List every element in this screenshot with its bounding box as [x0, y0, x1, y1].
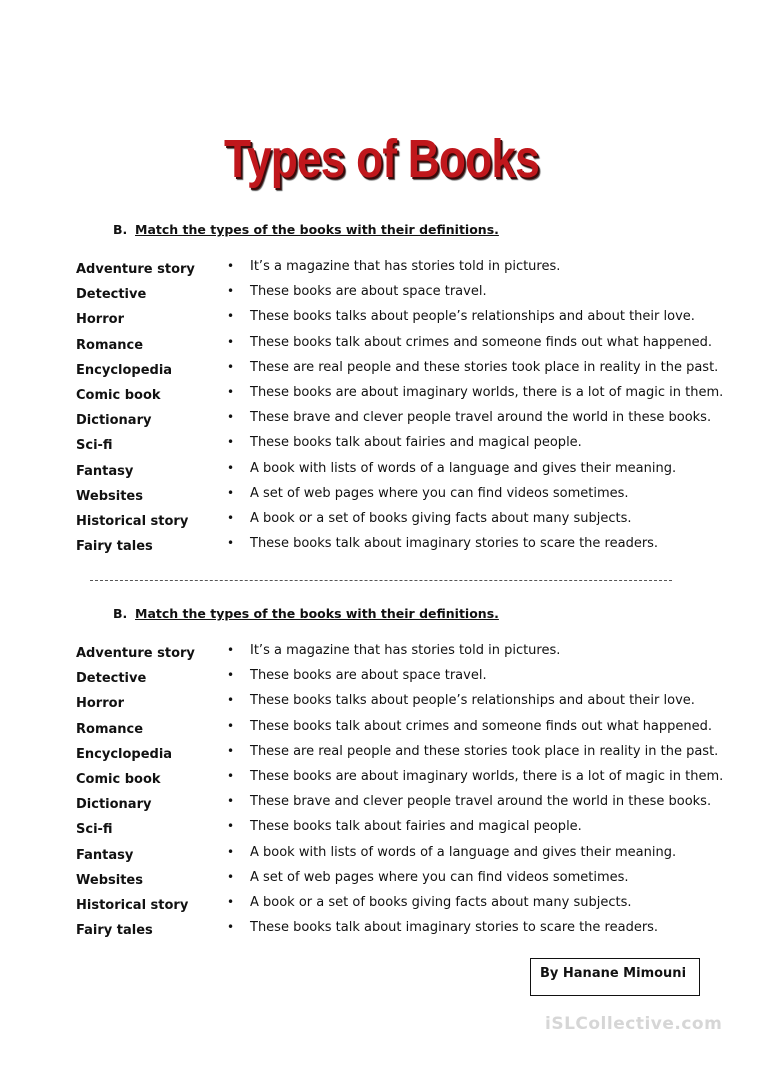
match-row — [0, 284, 763, 309]
definition-text: These books talk about crimes and someone finds out what happened. — [250, 334, 713, 350]
instruction-text: Match the types of the books with their definitions. — [135, 606, 499, 621]
match-row — [0, 435, 763, 460]
bullet-icon: • — [227, 869, 235, 884]
match-row — [0, 643, 763, 668]
match-row — [0, 335, 763, 360]
book-type-term: Detective — [76, 287, 147, 303]
match-row — [0, 920, 763, 945]
definition-text: These are real people and these stories took place in reality in the past. — [250, 743, 719, 759]
bullet-icon: • — [227, 643, 235, 657]
match-row — [0, 309, 763, 334]
bullet-icon: • — [227, 410, 235, 425]
definition-text: These books talk about imaginary stories to scare the readers. — [250, 920, 659, 936]
match-row — [0, 895, 763, 920]
book-type-term: Fantasy — [76, 847, 134, 863]
book-type-term: Adventure story — [76, 262, 195, 277]
match-row — [0, 486, 763, 511]
book-type-term: Romance — [76, 721, 144, 737]
instruction — [113, 606, 499, 621]
bullet-icon: • — [227, 511, 235, 525]
book-type-term: Encyclopedia — [76, 746, 173, 762]
book-type-term: Websites — [76, 488, 143, 504]
match-row — [0, 385, 763, 410]
definition-text: These books are about space travel. — [250, 668, 487, 684]
match-row — [0, 819, 763, 844]
book-type-term: Historical story — [76, 898, 189, 913]
watermark: iSLCollective.com — [545, 1014, 723, 1034]
bullet-icon: • — [227, 668, 235, 683]
match-row — [0, 668, 763, 693]
definition-text: A book with lists of words of a language and gives their meaning. — [250, 844, 677, 860]
match-row — [0, 461, 763, 486]
match-row — [0, 259, 763, 284]
definition-text: These books are about space travel. — [250, 284, 487, 300]
bullet-icon: • — [227, 794, 235, 809]
book-type-term: Encyclopedia — [76, 362, 173, 378]
definition-text: These books talks about people’s relationships and about their love. — [250, 309, 695, 325]
book-type-term: Dictionary — [76, 797, 152, 813]
book-type-term: Comic book — [76, 772, 161, 787]
definition-text: A book or a set of books giving facts about many subjects. — [250, 511, 632, 526]
bullet-icon: • — [227, 385, 235, 399]
match-row — [0, 360, 763, 385]
match-row — [0, 719, 763, 744]
book-type-term: Websites — [76, 872, 143, 888]
book-type-term: Comic book — [76, 388, 161, 403]
bullet-icon: • — [227, 536, 235, 551]
book-type-term: Fairy tales — [76, 539, 153, 555]
bullet-icon: • — [227, 693, 235, 708]
bullet-icon: • — [227, 895, 235, 909]
bullet-icon: • — [227, 259, 235, 273]
author-credit: By Hanane Mimouni — [540, 966, 687, 981]
definition-text: A book with lists of words of a language and gives their meaning. — [250, 460, 677, 476]
bullet-icon: • — [227, 718, 235, 733]
book-type-term: Adventure story — [76, 646, 195, 661]
definition-text: It’s a magazine that has stories told in pictures. — [250, 643, 561, 658]
book-type-term: Dictionary — [76, 413, 152, 429]
bullet-icon: • — [227, 819, 235, 834]
book-type-term: Horror — [76, 696, 124, 712]
instruction-text: Match the types of the books with their definitions. — [135, 222, 499, 237]
book-type-term: Fairy tales — [76, 923, 153, 939]
definition-text: These books talk about fairies and magical people. — [250, 819, 582, 835]
definition-text: It’s a magazine that has stories told in pictures. — [250, 259, 561, 274]
definition-text: A set of web pages where you can find videos sometimes. — [250, 485, 629, 501]
bullet-icon: • — [227, 485, 235, 500]
definition-text: These books talk about fairies and magical people. — [250, 435, 582, 451]
bullet-icon: • — [227, 769, 235, 783]
definition-text: These books talk about imaginary stories to scare the readers. — [250, 536, 659, 552]
instruction-number: B. — [113, 606, 128, 621]
book-type-term: Fantasy — [76, 463, 134, 479]
match-row — [0, 845, 763, 870]
book-type-term: Historical story — [76, 514, 189, 529]
match-row — [0, 744, 763, 769]
bullet-icon: • — [227, 359, 235, 374]
definition-text: These books are about imaginary worlds, there is a lot of magic in them. — [250, 769, 724, 784]
definition-text: These brave and clever people travel around the world in these books. — [250, 794, 712, 810]
definition-text: These are real people and these stories took place in reality in the past. — [250, 359, 719, 375]
author-box — [530, 958, 700, 996]
bullet-icon: • — [227, 743, 235, 758]
definition-text: These books talk about crimes and someone finds out what happened. — [250, 718, 713, 734]
bullet-icon: • — [227, 334, 235, 349]
match-row — [0, 769, 763, 794]
bullet-icon: • — [227, 844, 235, 859]
page-title: Types of Books — [224, 129, 539, 189]
book-type-term: Romance — [76, 337, 144, 353]
book-type-term: Horror — [76, 312, 124, 328]
book-type-term: Detective — [76, 671, 147, 687]
bullet-icon: • — [227, 460, 235, 475]
bullet-icon: • — [227, 284, 235, 299]
bullet-icon: • — [227, 435, 235, 450]
definition-text: A set of web pages where you can find videos sometimes. — [250, 869, 629, 885]
instruction — [113, 222, 499, 237]
definition-text: A book or a set of books giving facts about many subjects. — [250, 895, 632, 910]
match-row — [0, 693, 763, 718]
instruction-number: B. — [113, 222, 128, 237]
definition-text: These books talks about people’s relationships and about their love. — [250, 693, 695, 709]
cut-line-divider — [90, 580, 672, 581]
match-row — [0, 511, 763, 536]
match-row — [0, 410, 763, 435]
book-type-term: Sci-fi — [76, 438, 113, 454]
match-row — [0, 536, 763, 561]
definition-text: These books are about imaginary worlds, there is a lot of magic in them. — [250, 385, 724, 400]
bullet-icon: • — [227, 920, 235, 935]
book-type-term: Sci-fi — [76, 822, 113, 838]
match-row — [0, 794, 763, 819]
match-row — [0, 870, 763, 895]
bullet-icon: • — [227, 309, 235, 324]
definition-text: These brave and clever people travel around the world in these books. — [250, 410, 712, 426]
